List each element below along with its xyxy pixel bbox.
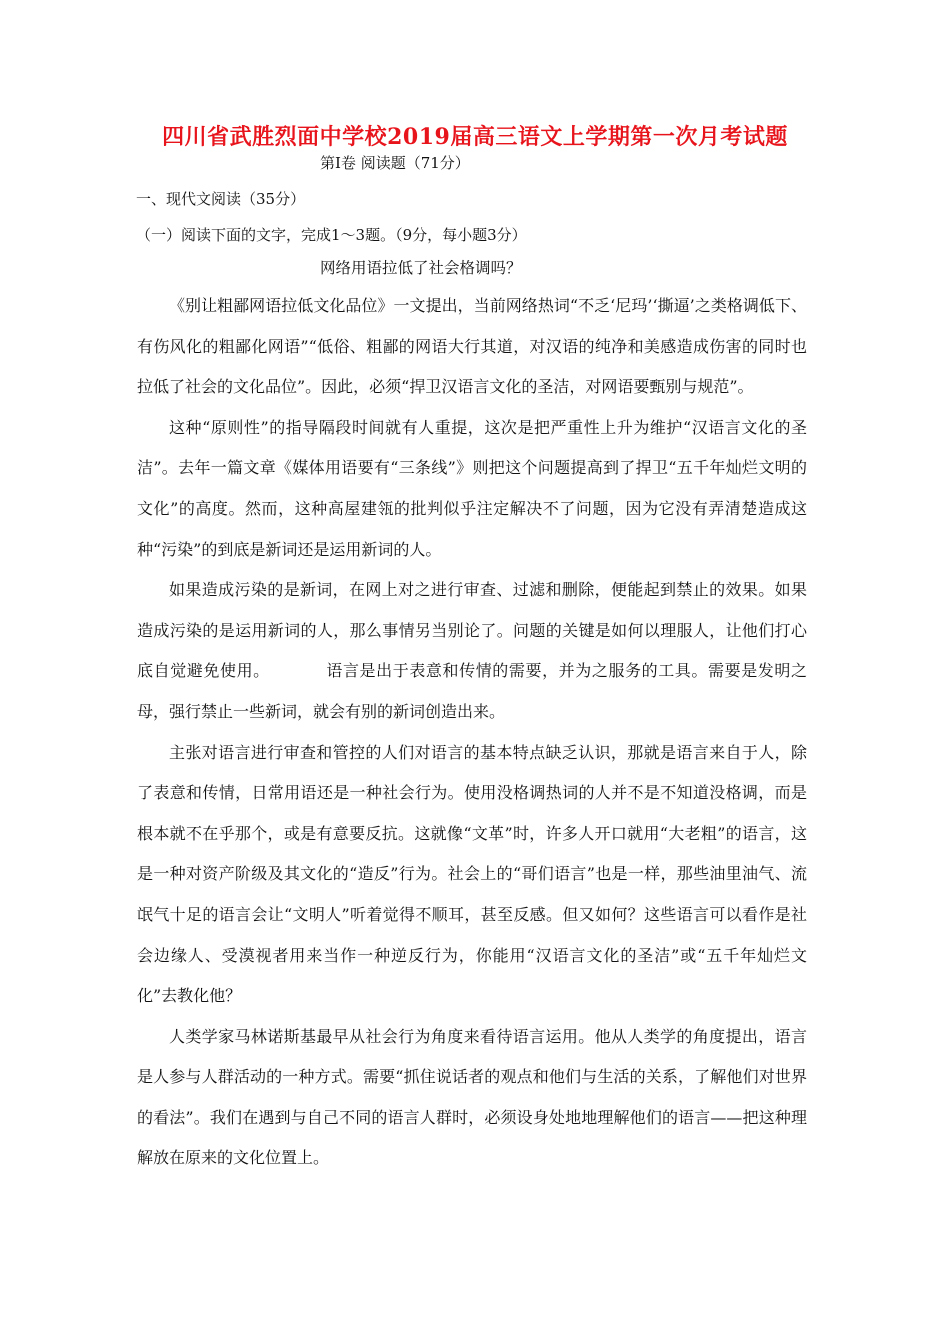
article-title: 网络用语拉低了社会格调吗？ — [320, 259, 522, 277]
question-instructions: （一）阅读下面的文字，完成1～3题。（9分，每小题3分） — [136, 226, 527, 244]
paragraph-segment: 如果造成污染的是新词，在网上对之进行审查、过滤和删除，便能起到禁止的效果。如果造成污染的是运用新词的人，那么事情另当别论了。问题的关键是如何以理服人，让他们打心底自觉避免使用。 — [137, 580, 807, 681]
article-paragraph: 《别让粗鄙网语拉低文化品位》一文提出，当前网络热词“不乏‘尼玛’‘撕逼’之类格调低下、有伤风化的粗鄙化网语”“低俗、粗鄙的网语大行其道，对汉语的纯净和美感造成伤害的同时也拉低了社会的文化品位”。因此，必须“捍卫汉语言文化的圣洁，对网语要甄别与规范”。 — [137, 296, 807, 397]
section-heading-modern-reading: 一、现代文阅读（35分） — [136, 190, 306, 208]
article-paragraph: 这种“原则性”的指导隔段时间就有人重提，这次是把严重性上升为维护“汉语言文化的圣洁”。去年一篇文章《媒体用语要有“三条线”》则把这个问题提高到了捍卫“五千年灿烂文明的文化”的高度。然而，这种高屋建瓴的批判似乎注定解决不了问题，因为它没有弄清楚造成这种“污染”的到底是新词还是运用新词的人。 — [137, 417, 807, 559]
article-paragraph — [137, 570, 807, 732]
exam-title: 四川省武胜烈面中学校2019届高三语文上学期第一次月考试题 — [162, 124, 788, 150]
paragraph-segment: 语言是出于表意和传情的需要，并为之服务的工具。需要是发明之母，强行禁止一些新词，就会有别的新词创造出来。 — [137, 661, 807, 721]
paper-section-heading: 第Ⅰ卷 阅读题（71分） — [320, 154, 470, 172]
article-paragraph: 主张对语言进行审查和管控的人们对语言的基本特点缺乏认识，那就是语言来自于人，除了表意和传情，日常用语还是一种社会行为。使用没格调热词的人并不是不知道没格调，而是根本就不在乎那个，或是有意要反抗。这就像“文革”时，许多人开口就用“大老粗”的语言，这是一种对资产阶级及其文化的“造反”行为。社会上的“哥们语言”也是一样，那些油里油气、流氓气十足的语言会让“文明人”听着觉得不顺耳，甚至反感。但又如何？这些语言可以看作是社会边缘人、受漠视者用来当作一种逆反行为，你能用“汉语言文化的圣洁”或“五千年灿烂文化”去教化他？ — [137, 742, 807, 1006]
article-body — [137, 286, 807, 1179]
article-paragraph: 人类学家马林诺斯基最早从社会行为角度来看待语言运用。他从人类学的角度提出，语言是人参与人群活动的一种方式。需要“抓住说话者的观点和他们与生活的关系，了解他们对世界的看法”。我们在遇到与自己不同的语言人群时，必须设身处地地理解他们的语言——把这种理解放在原来的文化位置上。 — [137, 1026, 807, 1168]
